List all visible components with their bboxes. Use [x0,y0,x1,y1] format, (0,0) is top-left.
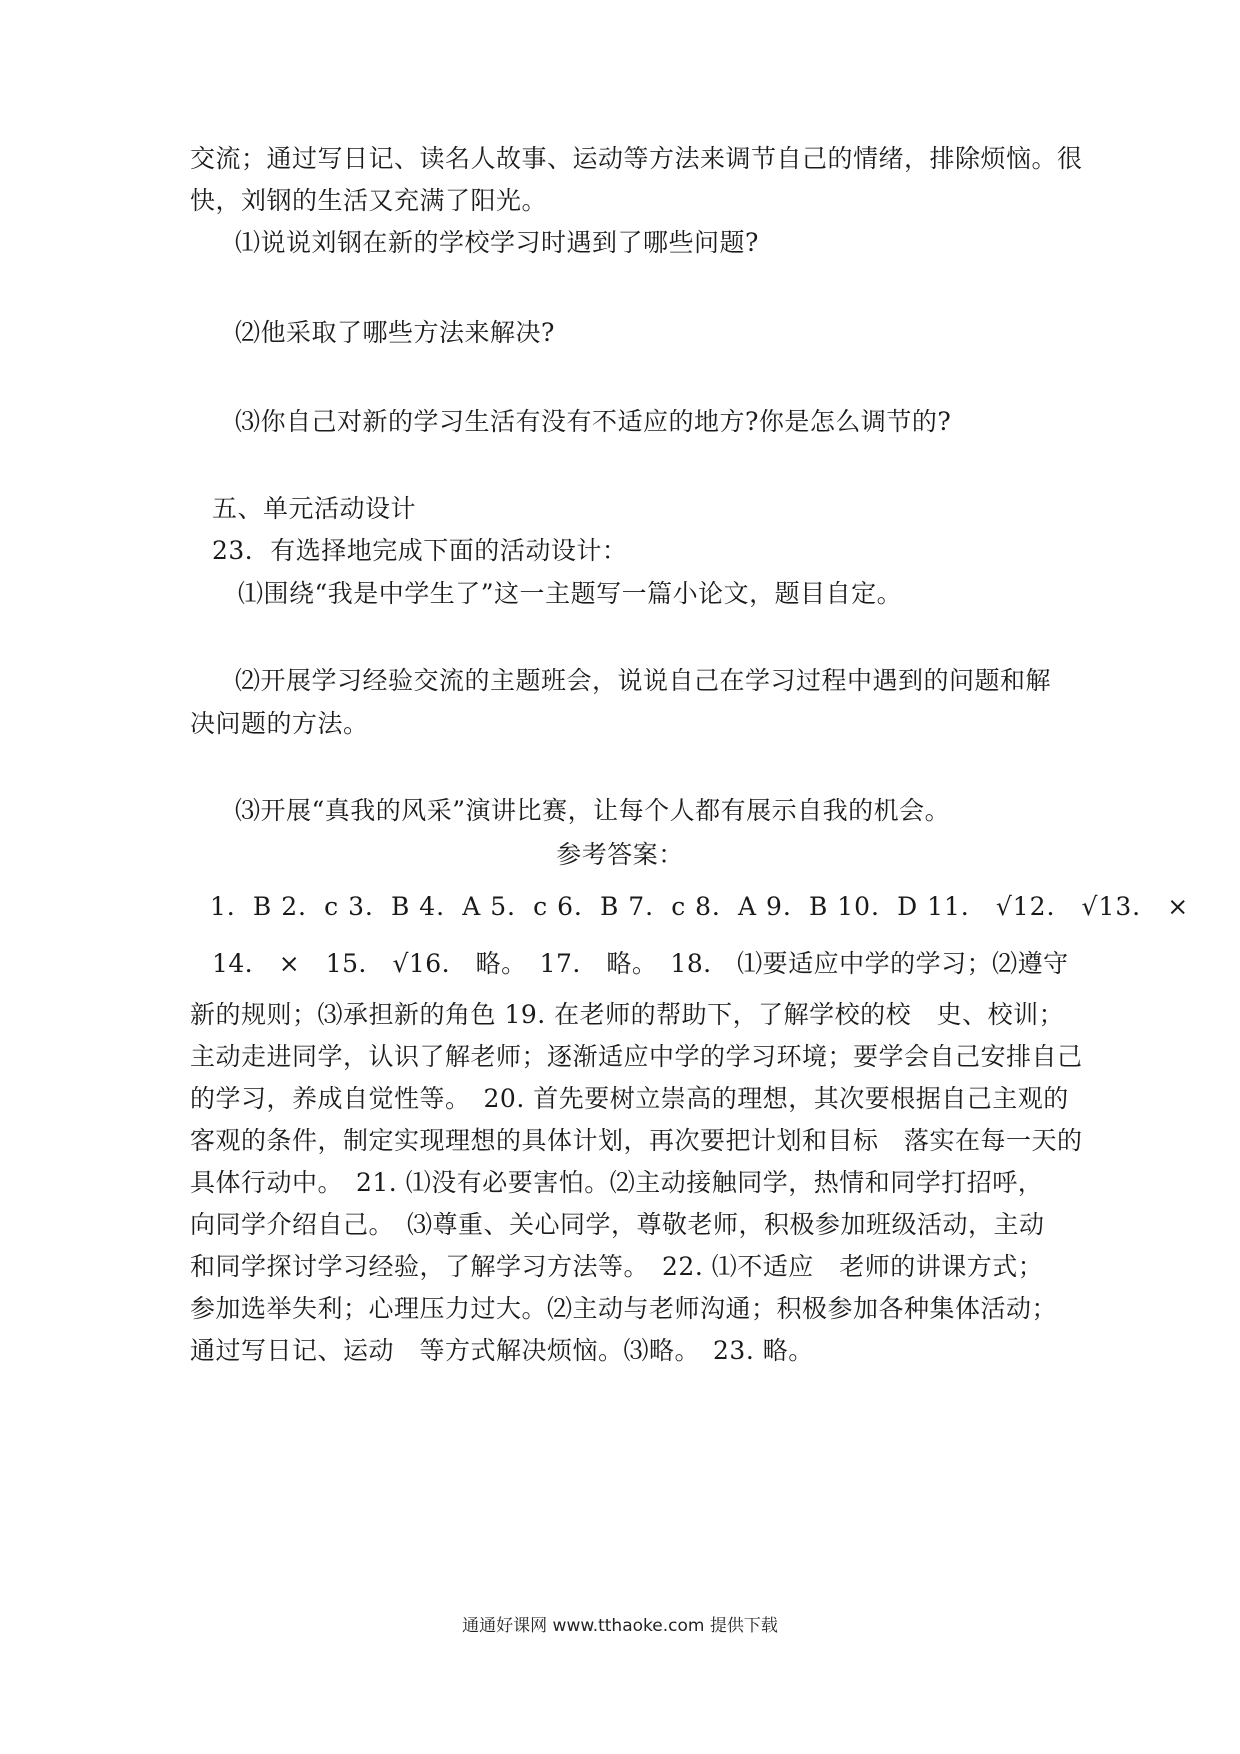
activity-3: ⑶开展“真我的风采”演讲比赛，让每个人都有展示自我的机会。 [235,796,951,825]
answers-line: 的学习，养成自觉性等。 20. 首先要树立崇高的理想，其次要根据自己主观的 [190,1084,1069,1113]
answers-line: 客观的条件，制定实现理想的具体计划，再次要把计划和目标 落实在每一天的 [190,1126,1083,1155]
question-2: ⑵他采取了哪些方法来解决? [235,318,555,347]
activity-2: ⑵开展学习经验交流的主题班会，说说自己在学习过程中遇到的问题和解 [235,666,1052,695]
answers-line: 主动走进同学，认识了解老师；逐渐适应中学的学习环境；要学会自己安排自己 [190,1042,1083,1071]
answers-line: 具体行动中。 21. ⑴没有必要害怕。⑵主动接触同学，热情和同学打招呼， [190,1168,1044,1197]
answers-line: 14． × 15． √16． 略。 17． 略。 18． ⑴要适应中学的学习；⑵遵守 [212,949,1069,978]
question-1: ⑴说说刘钢在新的学校学习时遇到了哪些问题? [235,228,759,257]
question-23: 23．有选择地完成下面的活动设计： [212,536,628,565]
answers-line: 向同学介绍自己。 ⑶尊重、关心同学，尊敬老师，积极参加班级活动，主动 [190,1210,1045,1239]
answers-line: 参加选举失利；心理压力过大。⑵主动与老师沟通；积极参加各种集体活动； [190,1294,1058,1323]
activity-1: ⑴围绕“我是中学生了”这一主题写一篇小论文，题目自定。 [238,579,903,608]
answers-line: 通过写日记、运动 等方式解决烦恼。⑶略。 23. 略。 [190,1336,814,1365]
answers-title: 参考答案： [556,840,684,869]
answers-line: 新的规则；⑶承担新的角色 19. 在老师的帮助下，了解学校的校 史、校训； [190,1000,1065,1029]
body-text-line: 交流；通过写日记、读名人故事、运动等方法来调节自己的情绪，排除烦恼。很 [190,144,1083,173]
body-text-line: 快，刘钢的生活又充满了阳光。 [190,186,548,215]
activity-2-continued: 决问题的方法。 [190,709,369,738]
answers-line: 和同学探讨学习经验，了解学习方法等。 22. ⑴不适应 老师的讲课方式； [190,1252,1044,1281]
section-heading: 五、单元活动设计 [212,494,417,523]
page-footer: 通通好课网 www.tthaoke.com 提供下载 [462,1616,778,1636]
question-3: ⑶你自己对新的学习生活有没有不适应的地方?你是怎么调节的? [235,407,952,436]
answers-line: 1．B 2．c 3．B 4．A 5．c 6．B 7．c 8．A 9．B 10．D 11． √12． √13． × [210,892,1190,921]
